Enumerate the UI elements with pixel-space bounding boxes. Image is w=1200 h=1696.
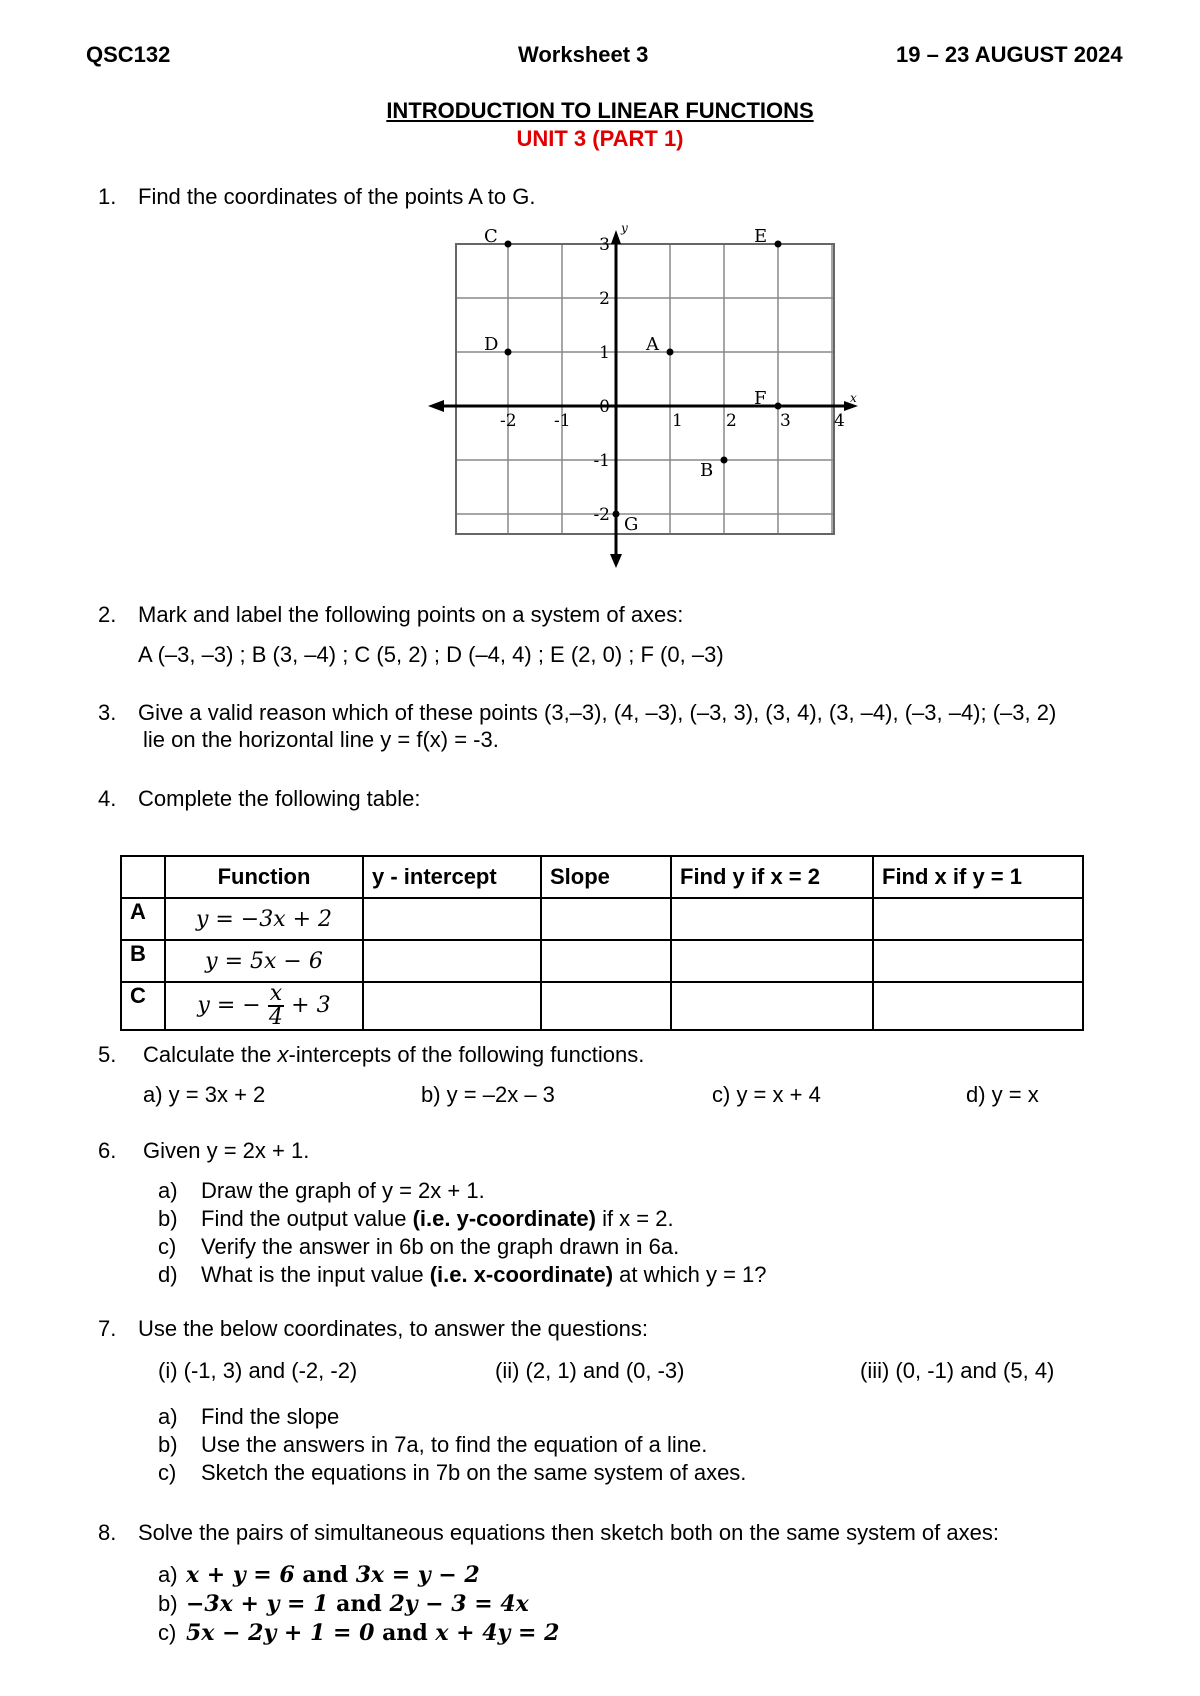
worksheet-number: Worksheet 3: [518, 42, 649, 67]
q7-coords-ii: (ii) (2, 1) and (0, -3): [495, 1358, 685, 1383]
q6-item-pre: What is the input value: [201, 1262, 430, 1287]
q6-item-text: [201, 1206, 674, 1232]
q7-item-label: b): [158, 1432, 178, 1457]
q3-line2: lie on the horizontal line y = f(x) = -3.: [143, 727, 499, 752]
q8-and: and: [336, 1591, 382, 1617]
func-prefix: y = −: [197, 993, 261, 1018]
q6-item-label: c): [158, 1234, 177, 1259]
coordinate-grid: [420, 222, 860, 572]
row-label: C: [121, 982, 165, 1030]
x-tick-label: 1: [672, 411, 683, 431]
answer-cell[interactable]: [541, 898, 671, 940]
table-row: [121, 898, 1083, 940]
q5-d: d) y = x: [966, 1082, 1039, 1107]
q8-eq2: 3x = y − 2: [355, 1562, 480, 1588]
axes: [428, 222, 858, 568]
q5-number: 5.: [98, 1042, 117, 1067]
q4-text: Complete the following table:: [138, 786, 421, 811]
fraction-numerator: x: [269, 981, 283, 1006]
q7-number: 7.: [98, 1316, 117, 1341]
y-tick-label: 1: [599, 343, 610, 363]
q6-item-post: at which y = 1?: [613, 1262, 767, 1287]
q1-text: Find the coordinates of the points A to G.: [138, 184, 536, 209]
point-b-label: B: [700, 460, 714, 481]
answer-cell[interactable]: [671, 940, 873, 982]
point-d-marker: [505, 349, 512, 356]
q6-item-label: d): [158, 1262, 178, 1287]
q6-text: Given y = 2x + 1.: [143, 1138, 310, 1163]
y-axis-label: y: [621, 222, 628, 235]
q8-text: Solve the pairs of simultaneous equations then sketch both on the same system of axes:: [138, 1520, 999, 1545]
q6-item-label: a): [158, 1178, 178, 1203]
y-tick-label: 0: [599, 397, 610, 417]
point-f-marker: [775, 403, 782, 410]
q6-item-pre: Verify the answer in 6b on the graph drawn in 6a.: [201, 1234, 680, 1259]
q5-text: [143, 1042, 644, 1068]
table-header-row: [121, 856, 1083, 898]
q8-item-label: a): [158, 1562, 178, 1587]
q8-item-equations: [186, 1591, 529, 1617]
q8-item-label: b): [158, 1591, 178, 1616]
x-tick-label: -2: [500, 411, 517, 431]
q8-eq2: x + 4y = 2: [435, 1620, 560, 1646]
table-header-find-x: Find x if y = 1: [873, 856, 1083, 898]
answer-cell[interactable]: [873, 898, 1083, 940]
q7-item-text: Find the slope: [201, 1404, 340, 1429]
table-header-blank: [121, 856, 165, 898]
fraction: [268, 983, 284, 1029]
q6-item-text: [201, 1178, 485, 1204]
table-row: [121, 982, 1083, 1030]
page-subtitle: UNIT 3 (PART 1): [516, 126, 684, 151]
point-f-label: F: [754, 388, 767, 409]
q3-number: 3.: [98, 700, 117, 725]
table-header-function: Function: [165, 856, 363, 898]
y-tick-label: -2: [593, 505, 610, 525]
point-e-marker: [775, 241, 782, 248]
answer-cell[interactable]: [671, 982, 873, 1030]
q2-number: 2.: [98, 602, 117, 627]
point-a-label: A: [646, 334, 659, 355]
answer-cell[interactable]: [541, 940, 671, 982]
table-header-slope: Slope: [541, 856, 671, 898]
q6-item-bold: (i.e. y-coordinate): [412, 1206, 596, 1231]
q7-item-text: Sketch the equations in 7b on the same system of axes.: [201, 1460, 747, 1485]
point-g-marker: [613, 511, 620, 518]
q8-eq1: 5x − 2y + 1 = 0: [186, 1620, 375, 1646]
q1-number: 1.: [98, 184, 117, 209]
answer-cell[interactable]: [363, 898, 541, 940]
y-tick-label: -1: [593, 451, 610, 471]
q8-and: and: [302, 1562, 349, 1588]
y-tick-label: 2: [599, 289, 610, 309]
q7-coords-i: (i) (-1, 3) and (-2, -2): [158, 1358, 358, 1383]
q6-item-label: b): [158, 1206, 178, 1231]
q6-item-bold: (i.e. x-coordinate): [429, 1262, 614, 1287]
q8-item-label: c): [158, 1620, 177, 1645]
q6-number: 6.: [98, 1138, 117, 1163]
q8-eq1: x + y = 6: [186, 1562, 295, 1588]
row-label: A: [121, 898, 165, 940]
y-axis-down-arrow: [610, 554, 622, 568]
row-function: y = −3x + 2: [165, 898, 363, 940]
table-header-find-y: Find y if x = 2: [671, 856, 873, 898]
q7-item-text: Use the answers in 7a, to find the equation of a line.: [201, 1432, 708, 1457]
q8-item-equations: [186, 1620, 559, 1646]
functions-table: [120, 855, 1084, 1031]
q6-item-pre: Find the output value: [201, 1206, 413, 1231]
answer-cell[interactable]: [671, 898, 873, 940]
q8-eq1: −3x + y = 1: [186, 1591, 329, 1617]
point-g-label: G: [624, 514, 639, 535]
answer-cell[interactable]: [363, 940, 541, 982]
table-row: [121, 940, 1083, 982]
y-tick-label: 3: [599, 235, 610, 255]
row-label: B: [121, 940, 165, 982]
q2-points: A (–3, –3) ; B (3, –4) ; C (5, 2) ; D (–4, 4) ; E (2, 0) ; F (0, –3): [138, 642, 724, 667]
q6-item-pre: Draw the graph of y = 2x + 1.: [201, 1178, 485, 1203]
point-d-label: D: [484, 334, 499, 355]
q7-text: Use the below coordinates, to answer the questions:: [138, 1316, 648, 1341]
x-axis-label: x: [850, 391, 857, 405]
q8-number: 8.: [98, 1520, 117, 1545]
q5-text-post: -intercepts of the following functions.: [288, 1042, 645, 1067]
page-title: INTRODUCTION TO LINEAR FUNCTIONS: [386, 98, 814, 123]
q5-c: c) y = x + 4: [712, 1082, 821, 1107]
x-tick-label: -1: [554, 411, 571, 431]
q7-item-label: a): [158, 1404, 178, 1429]
y-axis-up-arrow: [611, 230, 621, 244]
fraction-denominator: 4: [268, 1005, 283, 1030]
x-tick-label: 4: [834, 411, 845, 431]
q6-item-text: [201, 1234, 679, 1260]
func-suffix: + 3: [291, 993, 331, 1018]
table-header-y-intercept: y - intercept: [363, 856, 541, 898]
point-b-marker: [721, 457, 728, 464]
q7-item-label: c): [158, 1460, 177, 1485]
q5-text-var: x: [277, 1042, 289, 1067]
q5-text-pre: Calculate the: [143, 1042, 278, 1067]
q6-item-text: [201, 1262, 767, 1288]
q8-eq2: 2y − 3 = 4x: [389, 1591, 529, 1617]
course-code: QSC132: [86, 42, 171, 67]
point-c-marker: [505, 241, 512, 248]
x-tick-label: 3: [780, 411, 791, 431]
q5-a: a) y = 3x + 2: [143, 1082, 266, 1107]
q8-and: and: [382, 1620, 428, 1646]
q6-item-post: if x = 2.: [595, 1206, 674, 1231]
point-e-label: E: [754, 226, 768, 247]
answer-cell[interactable]: [541, 982, 671, 1030]
data-points: [484, 226, 782, 535]
q3-line1: Give a valid reason which of these points (3,–3), (4, –3), (–3, 3), (3, 4), (3, –4), (–3, –4); (–3, 2): [138, 700, 1057, 725]
x-axis-left-arrow: [428, 400, 444, 412]
q5-b: b) y = –2x – 3: [421, 1082, 555, 1107]
q2-text: Mark and label the following points on a system of axes:: [138, 602, 684, 627]
q4-number: 4.: [98, 786, 117, 811]
answer-cell[interactable]: [363, 982, 541, 1030]
q7-coords-iii: (iii) (0, -1) and (5, 4): [860, 1358, 1055, 1383]
row-function: [165, 982, 363, 1030]
row-function: y = 5x − 6: [165, 940, 363, 982]
point-a-marker: [667, 349, 674, 356]
x-tick-label: 2: [726, 411, 737, 431]
tick-labels: [500, 235, 845, 525]
q8-item-equations: [186, 1562, 480, 1588]
answer-cell[interactable]: [873, 982, 1083, 1030]
worksheet-dates: 19 – 23 AUGUST 2024: [896, 42, 1123, 67]
answer-cell[interactable]: [873, 940, 1083, 982]
point-c-label: C: [484, 226, 498, 247]
grid-lines: [456, 244, 834, 534]
